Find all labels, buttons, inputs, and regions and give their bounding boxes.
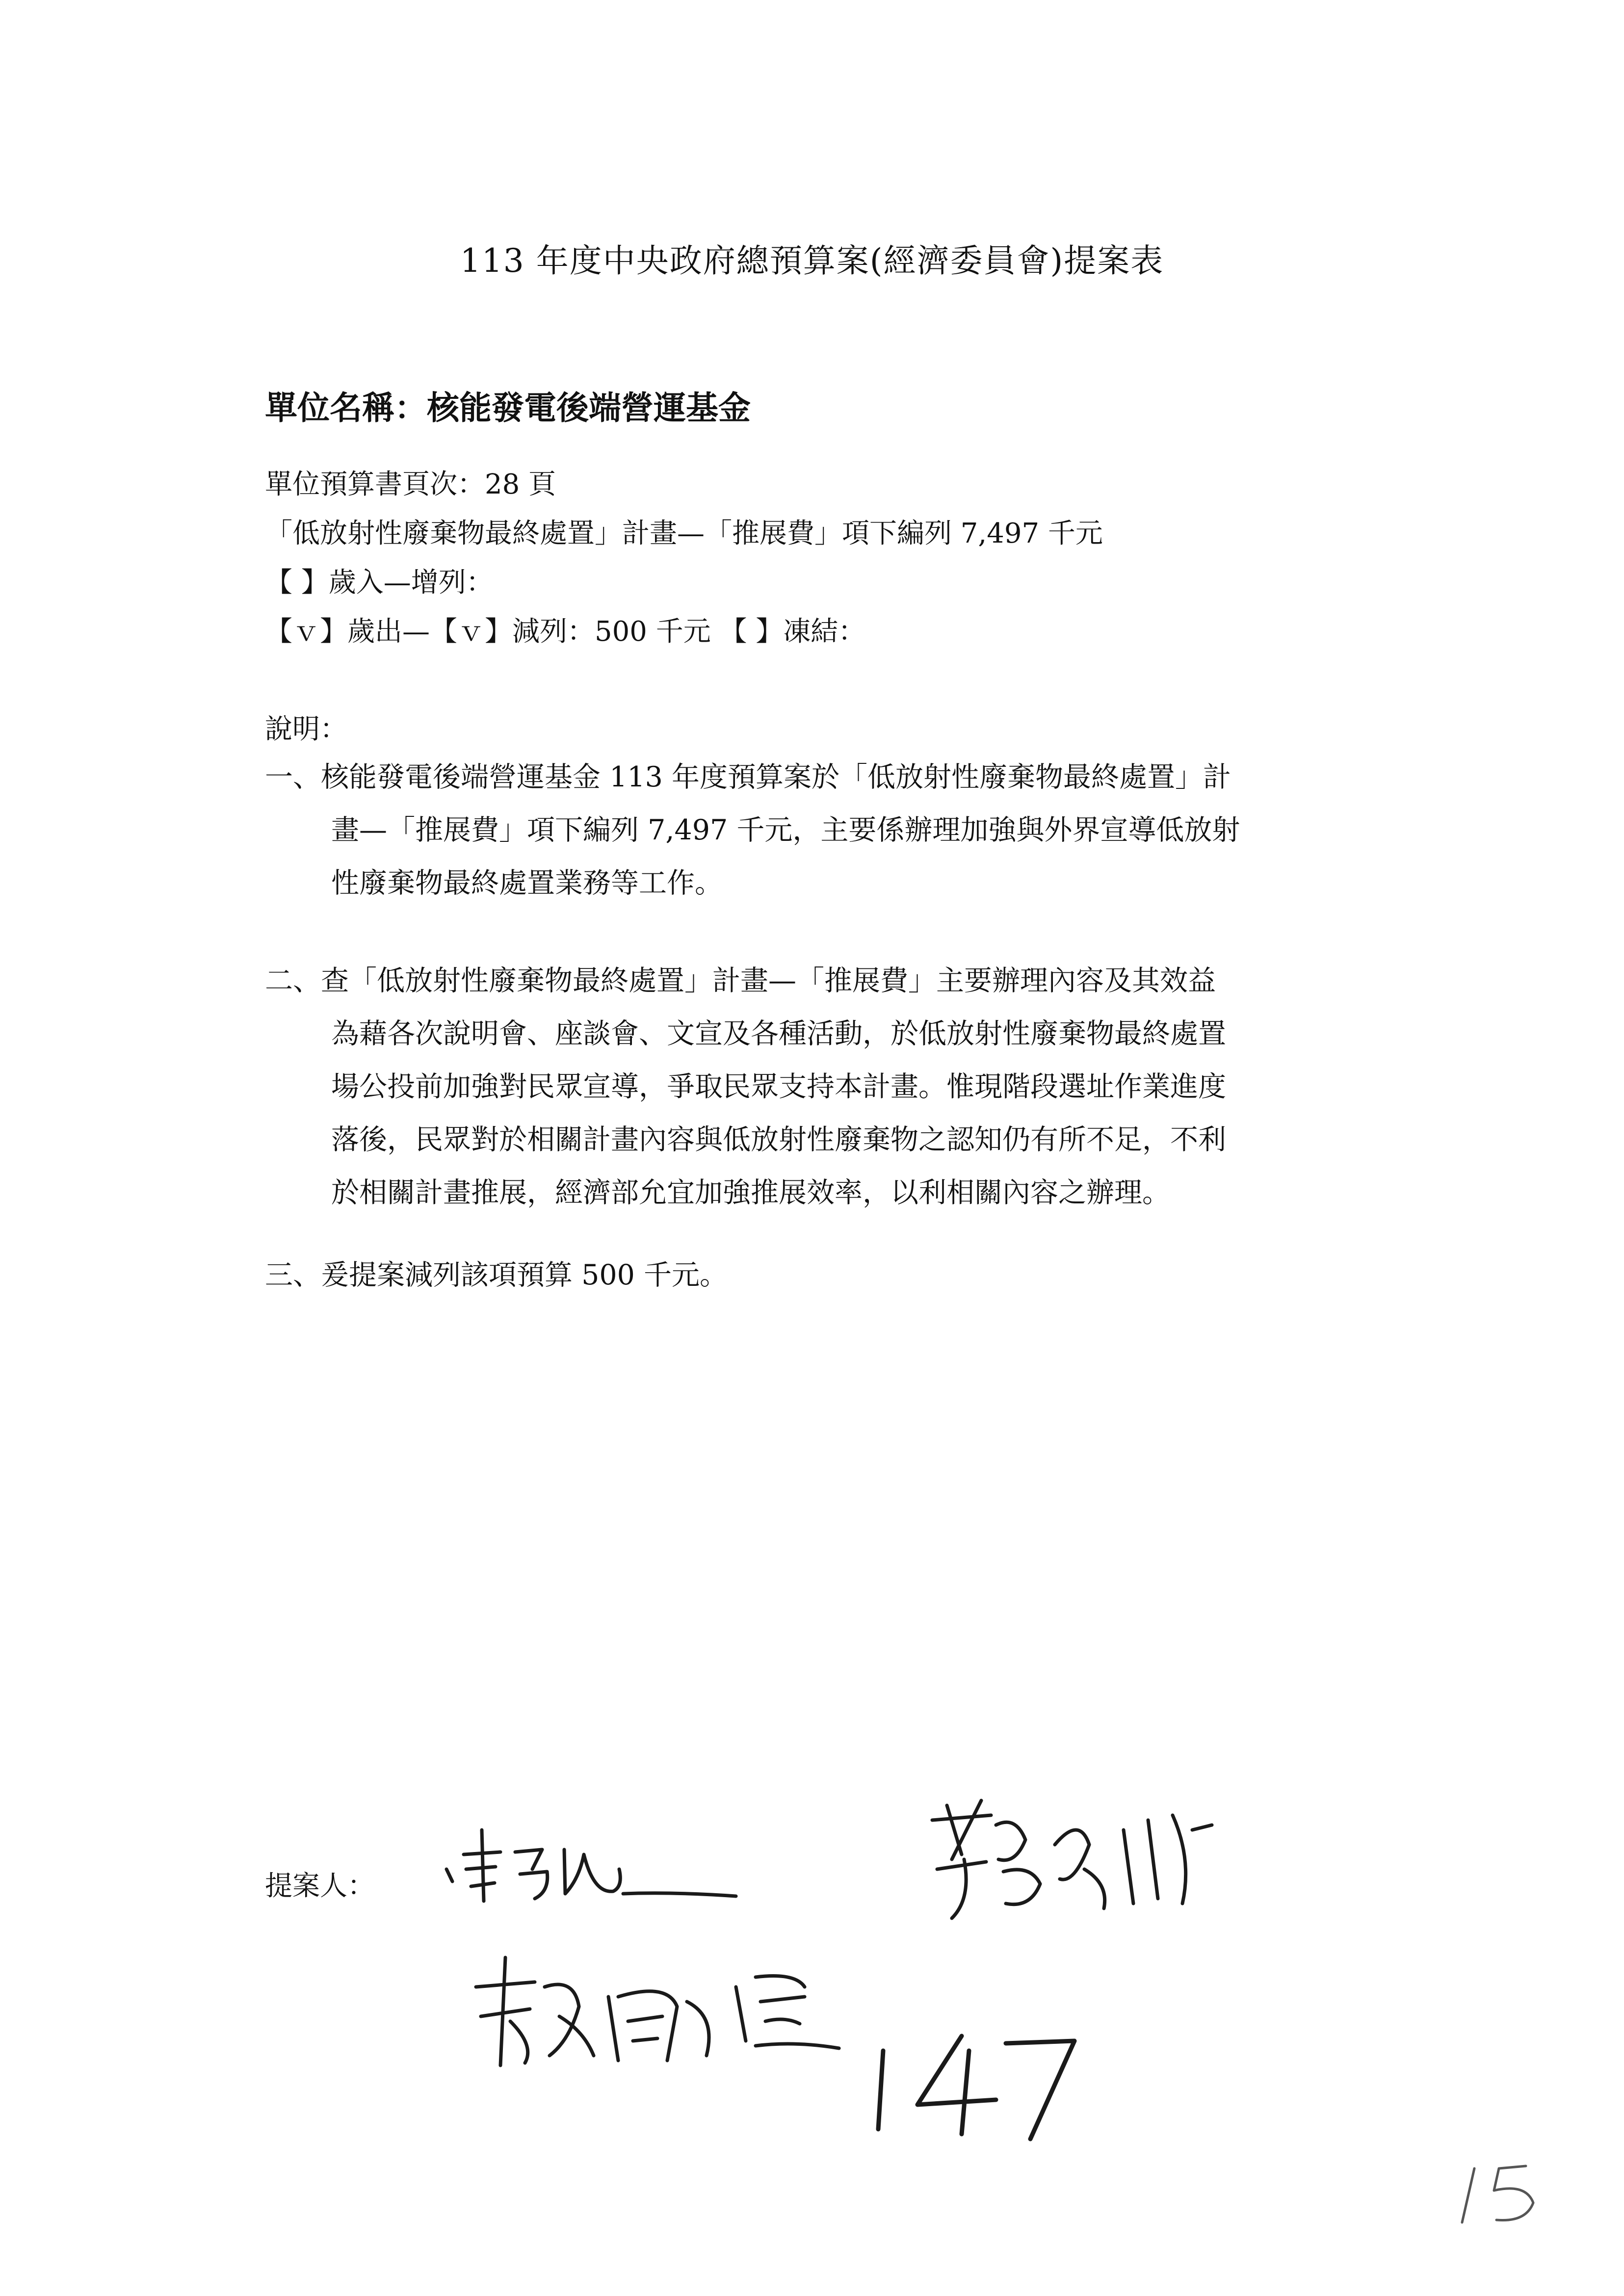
explanation-paragraph-1 — [265, 751, 1393, 910]
paragraph-line: 二、查「低放射性廢棄物最終處置」計畫—「推展費」主要辦理內容及其效益 — [265, 965, 1216, 997]
signature-3 — [461, 1943, 854, 2080]
budget-item: 「低放射性廢棄物最終處置」計畫—「推展費」項下編列 7,497 千元 — [265, 518, 1103, 549]
handwritten-page-mark — [1452, 2149, 1550, 2232]
revenue-line: 【 】歲入—增列： — [265, 567, 494, 599]
handwritten-number — [864, 2021, 1089, 2149]
paragraph-line: 於相關計畫推展，經濟部允宜加強推展效率，以利相關內容之辦理。 — [331, 1176, 1170, 1209]
paragraph-line: 場公投前加強對民眾宣導，爭取民眾支持本計畫。惟現階段選址作業進度 — [331, 1070, 1226, 1103]
paragraph-line: 為藉各次說明會、座談會、文宣及各種活動，於低放射性廢棄物最終處置 — [331, 1018, 1226, 1050]
explanation-paragraph-3 — [265, 1249, 1393, 1302]
signature-1 — [437, 1796, 751, 1913]
unit-name: 單位名稱：核能發電後端營運基金 — [265, 389, 751, 427]
proposer-label: 提案人： — [265, 1870, 375, 1902]
paragraph-line: 性廢棄物最終處置業務等工作。 — [331, 867, 723, 899]
page-title: 113 年度中央政府總預算案(經濟委員會)提案表 — [460, 242, 1164, 280]
paragraph-line: 畫—「推展費」項下編列 7,497 千元，主要係辦理加強與外界宣導低放射 — [331, 814, 1240, 846]
budget-meta — [265, 460, 1103, 656]
paragraph-line: 三、爰提案減列該項預算 500 千元。 — [265, 1259, 728, 1291]
signature-2 — [917, 1786, 1222, 1933]
explanation-label: 說明： — [265, 713, 347, 745]
page-reference: 單位預算書頁次：28 頁 — [265, 469, 556, 500]
paragraph-line: 一、核能發電後端營運基金 113 年度預算案於「低放射性廢棄物最終處置」計 — [265, 761, 1231, 793]
paragraph-line: 落後，民眾對於相關計畫內容與低放射性廢棄物之認知仍有所不足，不利 — [331, 1123, 1226, 1156]
expenditure-line: 【ｖ】歲出—【ｖ】減列：500 千元 【 】凍結： — [265, 616, 866, 648]
explanation-paragraph-2 — [265, 954, 1393, 1219]
